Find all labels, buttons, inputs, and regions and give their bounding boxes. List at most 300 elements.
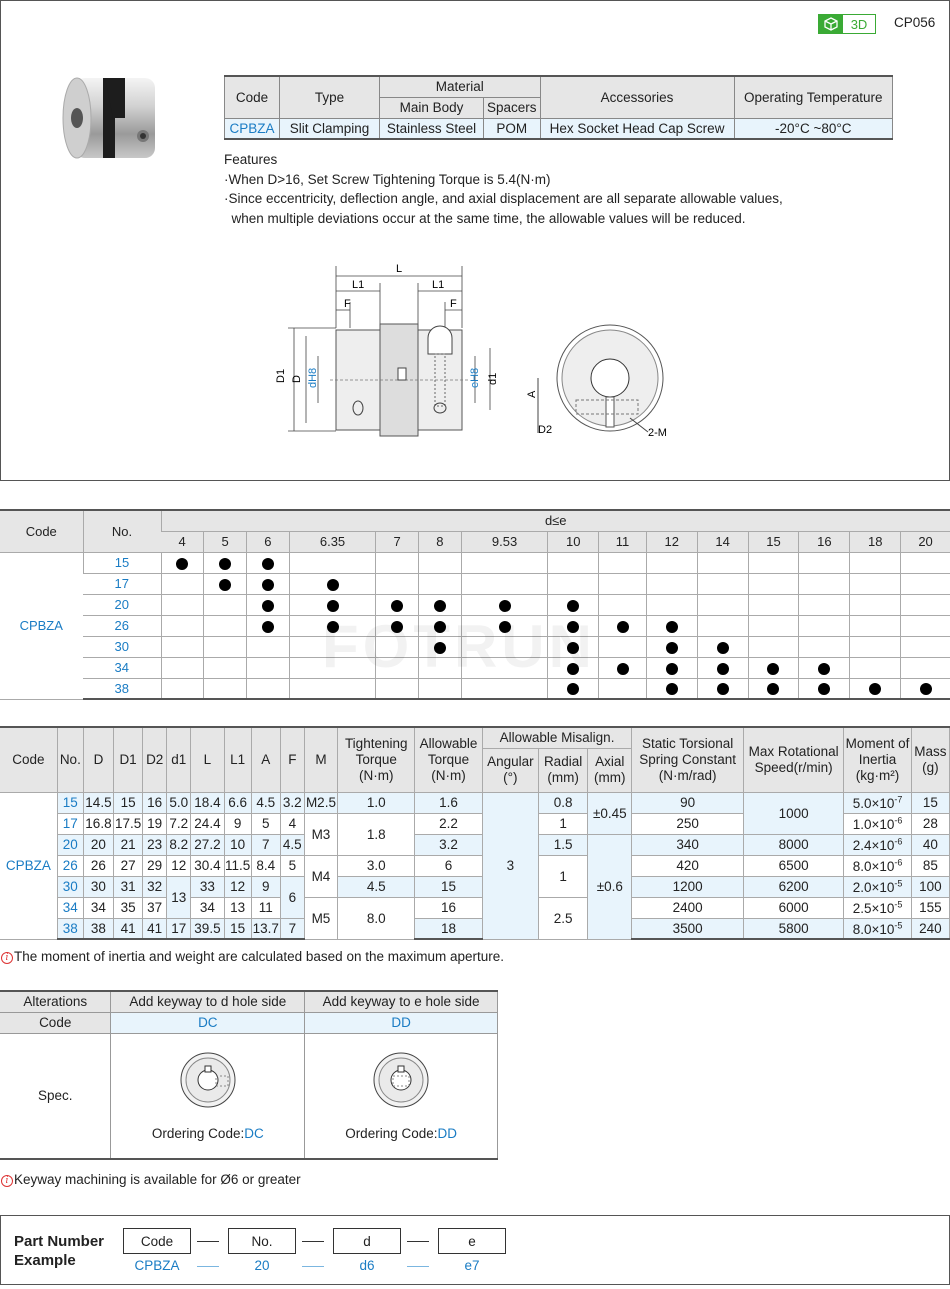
compat-cell: [646, 552, 697, 573]
compat-cell: [697, 636, 748, 657]
compat-cell: [247, 657, 290, 678]
compat-cell: [697, 552, 748, 573]
available-dot-icon: [262, 579, 274, 591]
col-type: Type: [280, 76, 380, 118]
dims-col-misalign: Allowable Misalign.: [482, 727, 632, 748]
compat-cell: [646, 657, 697, 678]
label-L1-right: L1: [432, 279, 445, 291]
dims-cell: 1: [538, 855, 587, 897]
keyway-e-diagram: [371, 1050, 431, 1110]
compat-no[interactable]: 30: [83, 636, 161, 657]
spec-table: [224, 75, 893, 140]
compat-cell: [646, 594, 697, 615]
available-dot-icon: [666, 683, 678, 695]
dims-cell: 38: [83, 918, 113, 939]
alter-spec-label: Spec.: [0, 1033, 111, 1159]
dims-cell: 18: [415, 918, 482, 939]
dims-cell: 37: [143, 897, 167, 918]
label-A: A: [526, 390, 538, 398]
available-dot-icon: [920, 683, 932, 695]
dims-cell: 8.4: [251, 855, 280, 876]
compat-cell: [289, 552, 376, 573]
available-dot-icon: [666, 642, 678, 654]
compat-cell: [247, 573, 290, 594]
alterations-table: [0, 990, 498, 1160]
dims-cell: 20: [83, 834, 113, 855]
dims-cell: 41: [143, 918, 167, 939]
dims-col-L1: L1: [224, 727, 251, 792]
spec-accessories: Hex Socket Head Cap Screw: [540, 118, 734, 139]
compat-cell: [901, 636, 950, 657]
dims-cell: 5.0: [167, 792, 191, 813]
label-eH8: eH8: [469, 367, 481, 388]
compat-cell: [901, 678, 950, 699]
available-dot-icon: [262, 600, 274, 612]
available-dot-icon: [818, 663, 830, 675]
available-dot-icon: [717, 642, 729, 654]
dims-cell: 250: [632, 813, 744, 834]
dims-cell: 17.5: [114, 813, 143, 834]
label-D2: D2: [538, 424, 553, 436]
compat-cell: [901, 615, 950, 636]
compat-cell: [204, 573, 247, 594]
available-dot-icon: [176, 558, 188, 570]
compat-no[interactable]: 26: [83, 615, 161, 636]
dims-cell: 12: [224, 876, 251, 897]
spec-spacers: POM: [484, 118, 541, 139]
product-image: [55, 68, 175, 168]
dims-col-code: Code: [0, 727, 57, 792]
compat-cell: [748, 573, 799, 594]
dims-cell: 29: [143, 855, 167, 876]
dims-cell-inertia: $5.0\times 10^{-7}$: [844, 792, 911, 813]
dims-cell: M3: [304, 813, 337, 855]
dims-cell: M4: [304, 855, 337, 897]
compat-cell: [850, 615, 901, 636]
compat-cell: [850, 573, 901, 594]
dims-cell: 5800: [743, 918, 843, 939]
dims-cell: 1.0: [338, 792, 415, 813]
compat-diameter: 6.35: [289, 531, 376, 552]
part-number-title-2: Example: [14, 1252, 76, 1269]
available-dot-icon: [262, 558, 274, 570]
compat-cell: [799, 615, 850, 636]
dims-cell: 39.5: [191, 918, 224, 939]
compat-cell: [247, 594, 290, 615]
dims-col-mass: Mass (g): [911, 727, 949, 792]
compat-diameter: 6: [247, 531, 290, 552]
available-dot-icon: [767, 683, 779, 695]
alter-opt2-code[interactable]: DD: [305, 1012, 498, 1033]
table-row: [0, 552, 950, 573]
compat-diameter: 7: [376, 531, 419, 552]
compat-no[interactable]: 34: [83, 657, 161, 678]
compat-cell: [548, 573, 599, 594]
compat-no[interactable]: 20: [83, 594, 161, 615]
alter-opt1-spec: [111, 1033, 305, 1159]
dims-cell: 16: [143, 792, 167, 813]
col-spacers: Spacers: [484, 97, 541, 118]
pn-value-code[interactable]: CPBZA: [134, 1258, 180, 1273]
compat-diameter: 9.53: [461, 531, 548, 552]
available-dot-icon: [717, 683, 729, 695]
dims-cell: 12: [167, 855, 191, 876]
dims-cell: 35: [114, 897, 143, 918]
dims-col-M: M: [304, 727, 337, 792]
label-F-left: F: [344, 298, 351, 310]
pn-value-no[interactable]: 20: [254, 1258, 270, 1273]
dims-cell: 15: [114, 792, 143, 813]
dims-col-inertia: Moment of Inertia (kg·m²): [844, 727, 911, 792]
compat-diameter: 5: [204, 531, 247, 552]
spec-main-body: Stainless Steel: [380, 118, 484, 139]
part-number-title-1: Part Number: [14, 1233, 105, 1250]
dimension-table: [0, 726, 950, 940]
compat-cell: [799, 573, 850, 594]
compat-cell: [419, 552, 462, 573]
dims-cell: 4.5: [280, 834, 304, 855]
dims-cell: 3500: [632, 918, 744, 939]
compat-cell: [204, 594, 247, 615]
compat-cell: [461, 552, 548, 573]
dims-cell: M5: [304, 897, 337, 939]
pn-label-d: d: [333, 1228, 401, 1254]
dims-cell: 28: [911, 813, 949, 834]
dims-cell: 6200: [743, 876, 843, 897]
dims-cell: 5: [280, 855, 304, 876]
compat-no[interactable]: 15: [83, 552, 161, 573]
spec-code[interactable]: CPBZA: [225, 118, 280, 139]
dims-cell-inertia: $2.5\times 10^{-5}$: [844, 897, 911, 918]
compat-cell: [204, 615, 247, 636]
dims-cell: 30.4: [191, 855, 224, 876]
dims-cell: ±0.45: [588, 792, 632, 834]
available-dot-icon: [567, 683, 579, 695]
dims-no[interactable]: 38: [57, 918, 83, 939]
table-row: [0, 834, 950, 855]
pn-label-no: No.: [228, 1228, 296, 1254]
dims-col-allowable: Allowable Torque (N·m): [415, 727, 482, 792]
compat-cell: [161, 678, 204, 699]
alter-code-label: Code: [0, 1012, 111, 1033]
compat-no[interactable]: 17: [83, 573, 161, 594]
dims-cell-inertia: $1.0\times 10^{-6}$: [844, 813, 911, 834]
dims-cell: 6: [415, 855, 482, 876]
compat-cell: [376, 552, 419, 573]
compat-cell: [850, 678, 901, 699]
dims-cell: 32: [143, 876, 167, 897]
available-dot-icon: [327, 579, 339, 591]
label-D: D: [291, 375, 303, 383]
dims-col-D: D: [83, 727, 113, 792]
dims-cell: 155: [911, 897, 949, 918]
note-keyway-text: Keyway machining is available for Ø6 or greater: [14, 1172, 301, 1187]
compat-diameter: 11: [599, 531, 647, 552]
ordering-code-value: DC: [244, 1126, 264, 1142]
compat-cell: [599, 636, 647, 657]
dims-cell: 3.2: [415, 834, 482, 855]
table-row: [0, 573, 950, 594]
compat-cell: [548, 552, 599, 573]
dims-no[interactable]: 34: [57, 897, 83, 918]
dims-col-no: No.: [57, 727, 83, 792]
dims-cell-inertia: $2.4\times 10^{-6}$: [844, 834, 911, 855]
compat-cell: [376, 573, 419, 594]
compat-diameter: 18: [850, 531, 901, 552]
compat-cell: [599, 615, 647, 636]
available-dot-icon: [434, 600, 446, 612]
dims-col-D1: D1: [114, 727, 143, 792]
available-dot-icon: [391, 600, 403, 612]
dims-cell: 18.4: [191, 792, 224, 813]
compat-cell: [247, 678, 290, 699]
available-dot-icon: [327, 600, 339, 612]
compat-cell: [419, 573, 462, 594]
compat-code[interactable]: CPBZA: [0, 552, 83, 699]
dims-cell: 5: [251, 813, 280, 834]
table-row: [0, 678, 950, 699]
available-dot-icon: [617, 663, 629, 675]
dims-cell: 15: [911, 792, 949, 813]
dims-cell: 1.8: [338, 813, 415, 855]
spec-type: Slit Clamping: [280, 118, 380, 139]
compat-cell: [748, 594, 799, 615]
dims-cell-inertia: $8.0\times 10^{-5}$: [844, 918, 911, 939]
dims-cell: 1.6: [415, 792, 482, 813]
compat-diameter: 12: [646, 531, 697, 552]
alter-header: Alterations: [0, 991, 111, 1012]
compat-cell: [161, 594, 204, 615]
compat-cell: [901, 657, 950, 678]
alter-opt1-title: Add keyway to d hole side: [111, 991, 305, 1012]
compat-col-no: No.: [83, 510, 161, 552]
available-dot-icon: [567, 600, 579, 612]
keyway-d-diagram: [178, 1050, 238, 1110]
3d-view-button[interactable]: [818, 14, 876, 34]
dims-cell: 3.0: [338, 855, 415, 876]
compat-cell: [799, 657, 850, 678]
dims-cell: 9: [224, 813, 251, 834]
compat-cell: [697, 657, 748, 678]
col-operating-temp: Operating Temperature: [734, 76, 892, 118]
dims-cell: 100: [911, 876, 949, 897]
compat-diameter: 4: [161, 531, 204, 552]
cube-icon: [819, 15, 843, 33]
dims-cell: 40: [911, 834, 949, 855]
compat-cell: [599, 594, 647, 615]
compat-cell: [697, 594, 748, 615]
compat-cell: [204, 678, 247, 699]
technical-drawing: [270, 258, 690, 448]
available-dot-icon: [499, 600, 511, 612]
dims-cell: 11: [251, 897, 280, 918]
pn-dash: [302, 1241, 324, 1242]
compat-cell: [161, 657, 204, 678]
dims-cell: 8000: [743, 834, 843, 855]
table-row: [0, 897, 950, 918]
dims-cell: 10: [224, 834, 251, 855]
note-inertia: [1, 949, 504, 964]
col-code: Code: [225, 76, 280, 118]
compat-cell: [461, 678, 548, 699]
compat-cell: [748, 678, 799, 699]
compat-cell: [247, 552, 290, 573]
dims-col-F: F: [280, 727, 304, 792]
dims-cell: 33: [191, 876, 224, 897]
compat-cell: [799, 678, 850, 699]
dims-cell: 16: [415, 897, 482, 918]
compat-cell: [161, 573, 204, 594]
compat-cell: [646, 636, 697, 657]
col-accessories: Accessories: [540, 76, 734, 118]
compat-cell: [204, 657, 247, 678]
pn-dash: [407, 1266, 429, 1267]
dims-col-axial: Axial (mm): [588, 748, 632, 792]
dims-cell: 1000: [743, 792, 843, 834]
dims-cell: 90: [632, 792, 744, 813]
dims-cell: 2.2: [415, 813, 482, 834]
dims-cell: 23: [143, 834, 167, 855]
compat-cell: [850, 552, 901, 573]
dims-cell: 13.7: [251, 918, 280, 939]
available-dot-icon: [666, 621, 678, 633]
compat-cell: [901, 552, 950, 573]
dims-cell: 6000: [743, 897, 843, 918]
dims-col-tightening: Tightening Torque (N·m): [338, 727, 415, 792]
available-dot-icon: [262, 621, 274, 633]
compat-cell: [901, 573, 950, 594]
pn-dash: [197, 1266, 219, 1267]
pn-value-e[interactable]: e7: [464, 1258, 480, 1273]
info-icon: i: [1, 1175, 13, 1187]
dims-cell: 11.5: [224, 855, 251, 876]
compat-cell: [599, 678, 647, 699]
dims-col-angular: Angular (°): [482, 748, 538, 792]
ordering-code-value: DD: [437, 1126, 457, 1142]
dims-cell: 24.4: [191, 813, 224, 834]
compat-diameter: 15: [748, 531, 799, 552]
label-2M: 2-M: [648, 427, 667, 439]
dims-cell: 13: [167, 876, 191, 918]
dims-cell: 0.8: [538, 792, 587, 813]
compat-cell: [697, 678, 748, 699]
dims-cell: 4: [280, 813, 304, 834]
dims-cell: 16.8: [83, 813, 113, 834]
dims-cell: 21: [114, 834, 143, 855]
compat-cell: [289, 573, 376, 594]
compat-cell: [697, 573, 748, 594]
dims-cell: 34: [191, 897, 224, 918]
available-dot-icon: [818, 683, 830, 695]
feature-line: when multiple deviations occur at the same time, the allowable values will be reduced.: [224, 210, 746, 226]
dims-cell: 2400: [632, 897, 744, 918]
dims-cell: 34: [83, 897, 113, 918]
dims-cell: 7: [251, 834, 280, 855]
note-keyway: [1, 1172, 301, 1187]
dims-cell: 27.2: [191, 834, 224, 855]
note-inertia-text: The moment of inertia and weight are calculated based on the maximum aperture.: [14, 949, 505, 964]
pn-dash: [302, 1266, 324, 1267]
compat-cell: [748, 552, 799, 573]
table-row: [0, 876, 950, 897]
feature-line: ·Since eccentricity, deflection angle, and axial displacement are all separate allowable values,: [224, 191, 783, 206]
compat-cell: [748, 615, 799, 636]
dims-cell: 8.0: [338, 897, 415, 939]
dims-cell: 15: [415, 876, 482, 897]
dims-no[interactable]: 15: [57, 792, 83, 813]
dims-cell: 4.5: [251, 792, 280, 813]
dims-cell: 420: [632, 855, 744, 876]
available-dot-icon: [219, 558, 231, 570]
features-title: Features: [224, 152, 278, 167]
compat-diameter: 16: [799, 531, 850, 552]
pn-value-d[interactable]: d6: [359, 1258, 375, 1273]
compat-cell: [204, 636, 247, 657]
dims-cell-inertia: $8.0\times 10^{-6}$: [844, 855, 911, 876]
table-row: [0, 792, 950, 813]
dims-cell: 15: [224, 918, 251, 939]
dims-cell: ±0.6: [588, 834, 632, 939]
dims-cell: 1.5: [538, 834, 587, 855]
dims-cell: 17: [167, 918, 191, 939]
info-icon: i: [1, 952, 13, 964]
dims-cell: 2.5: [538, 897, 587, 939]
compat-diameter: 20: [901, 531, 950, 552]
pn-label-e: e: [438, 1228, 506, 1254]
available-dot-icon: [219, 579, 231, 591]
compat-cell: [799, 552, 850, 573]
compat-cell: [548, 678, 599, 699]
dims-cell: 3: [482, 792, 538, 939]
compat-no[interactable]: 38: [83, 678, 161, 699]
watermark: FOTRUN: [322, 613, 596, 680]
compat-cell: [161, 636, 204, 657]
dims-no[interactable]: 20: [57, 834, 83, 855]
dims-cell: 19: [143, 813, 167, 834]
compat-col-de: d≤e: [161, 510, 950, 531]
ordering-code-label: Ordering Code:: [151, 1126, 245, 1142]
compat-cell: [799, 594, 850, 615]
label-d1: d1: [487, 372, 499, 385]
compat-cell: [247, 636, 290, 657]
features-section: [224, 150, 783, 228]
dims-no[interactable]: 26: [57, 855, 83, 876]
compat-cell: [850, 594, 901, 615]
label-F-right: F: [450, 298, 457, 310]
pn-label-code: Code: [123, 1228, 191, 1254]
compat-cell: [748, 657, 799, 678]
dims-cell-inertia: $2.0\times 10^{-5}$: [844, 876, 911, 897]
compat-cell: [289, 678, 376, 699]
dims-no[interactable]: 17: [57, 813, 83, 834]
compat-cell: [697, 615, 748, 636]
dims-code[interactable]: CPBZA: [0, 792, 57, 939]
spec-operating-temp: -20°C ~80°C: [734, 118, 892, 139]
compat-cell: [161, 552, 204, 573]
compat-cell: [799, 636, 850, 657]
dims-cell: 340: [632, 834, 744, 855]
dims-cell: 8.2: [167, 834, 191, 855]
dims-cell: 7.2: [167, 813, 191, 834]
alter-opt1-code[interactable]: DC: [111, 1012, 305, 1033]
compat-cell: [376, 678, 419, 699]
dims-col-speed: Max Rotational Speed(r/min): [743, 727, 843, 792]
compat-cell: [850, 636, 901, 657]
dims-no[interactable]: 30: [57, 876, 83, 897]
dims-cell: 4.5: [338, 876, 415, 897]
available-dot-icon: [617, 621, 629, 633]
dims-cell: 6: [280, 876, 304, 918]
